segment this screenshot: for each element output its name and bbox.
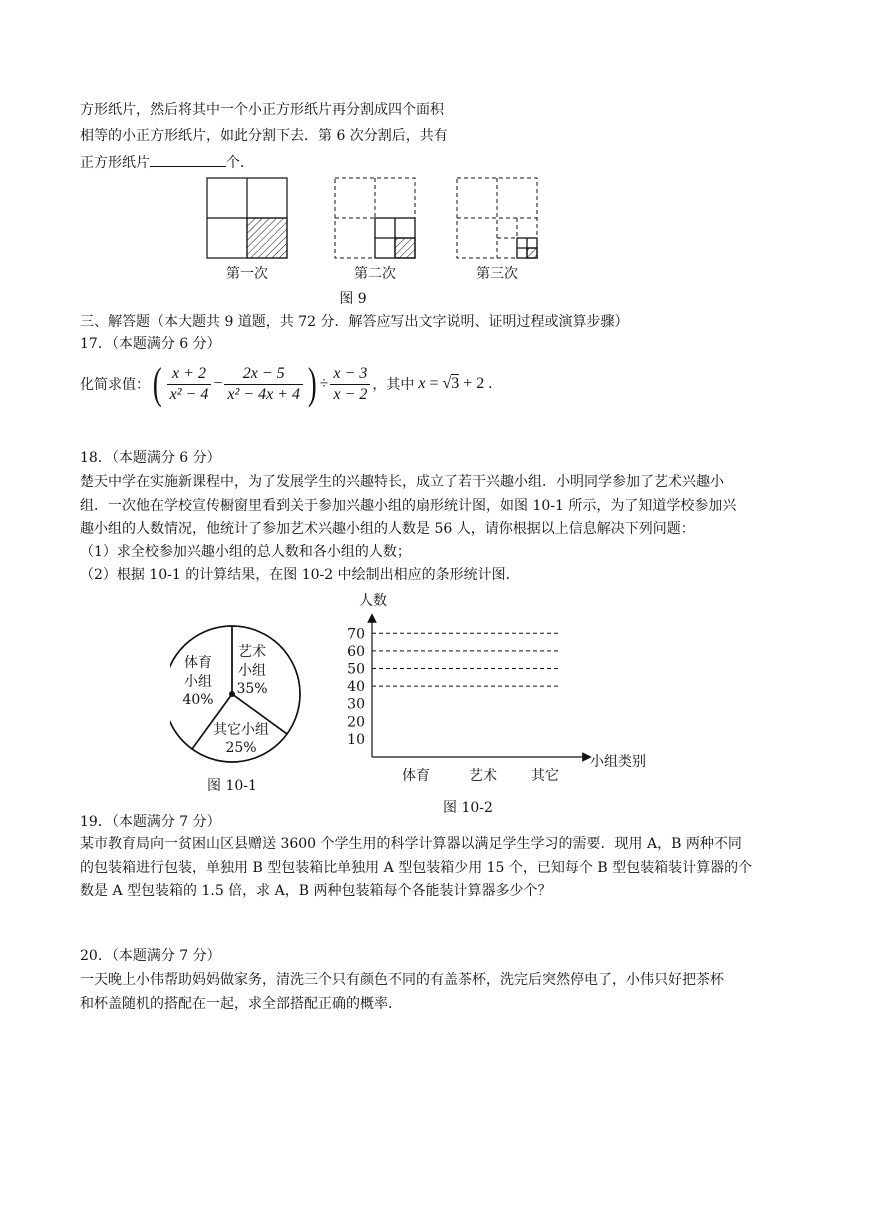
divide-sign: ÷: [319, 375, 329, 392]
fraction-1: [167, 364, 212, 405]
pie-label-sport-2: 小组: [184, 674, 212, 690]
pie-label-art-pct: 35%: [236, 681, 268, 697]
fraction-3-numerator: x − 3: [330, 364, 370, 385]
dashed-gridlines: [372, 633, 561, 686]
q17-prefix: 化简求值：: [80, 377, 150, 393]
y-tick-label: 30: [347, 696, 365, 713]
q20-title: 20．（本题满分 7 分）: [80, 948, 221, 964]
fraction-1-numerator: x + 2: [167, 364, 212, 385]
left-paren: (: [152, 359, 162, 408]
bar-caption: 图 10-2: [443, 800, 493, 816]
minus-sign: −: [213, 375, 223, 392]
figure-9-step1: [207, 178, 287, 258]
sqrt-symbol: √: [442, 375, 452, 392]
pie-caption: 图 10-1: [207, 778, 257, 794]
y-tick-label: 10: [347, 731, 365, 748]
y-tick-label: 40: [347, 679, 365, 696]
q16-line3-text: 正方形纸片: [80, 155, 150, 171]
pie-slice-art: [232, 626, 300, 734]
pie-center-dot: [229, 691, 235, 697]
fig9-label-2: 第二次: [354, 266, 396, 282]
pie-label-sport-pct: 40%: [182, 692, 214, 708]
fraction-2: [224, 364, 303, 405]
q20-para2: 和杯盖随机的搭配在一起，求全部搭配正确的概率．: [80, 996, 402, 1012]
pie-label-other-1: 其它小组: [213, 722, 269, 738]
q19-para2: 的包装箱进行包装，单独用 B 型包装箱比单独用 A 型包装箱少用 15 个，已知每个 B 型包装箱装计算器的个: [80, 860, 753, 876]
figure-9: [195, 172, 555, 312]
y-tick-label: 50: [347, 661, 365, 678]
category-art: 艺术: [469, 768, 497, 784]
condition-rest: + 2 .: [463, 375, 493, 392]
q18-para2: 组．一次他在学校宣传橱窗里看到关于参加兴趣小组的扇形统计图，如图 10-1 所示，为了知道学校参加兴: [80, 498, 737, 514]
y-tick-label: 70: [347, 626, 365, 643]
q18-para3: 趣小组的人数情况，他统计了参加艺术兴趣小组的人数是 56 人，请你根据以上信息解决下列问题：: [80, 521, 695, 537]
condition-eq: =: [429, 375, 439, 392]
fraction-2-numerator: 2x − 5: [224, 364, 303, 385]
fig9-label-1: 第一次: [226, 266, 268, 282]
y-tick-label: 60: [347, 643, 365, 660]
q19-para1: 某市教育局向一贫困山区县赠送 3600 个学生用的科学计算器以满足学生学习的需要．现用 A，B 两种不同: [80, 836, 742, 852]
q20-para1: 一天晚上小伟帮助妈妈做家务，清洗三个只有颜色不同的有盖茶杯，洗完后突然停电了，小伟只好把茶杯: [80, 972, 724, 988]
pie-label-sport-1: 体育: [184, 655, 212, 671]
fraction-3-denominator: x − 2: [333, 385, 368, 403]
q19-title: 19．（本题满分 7 分）: [80, 814, 221, 830]
pie-label-art-1: 艺术: [238, 644, 266, 660]
bar-ylabel: 人数: [359, 593, 387, 609]
q17-title: 17．（本题满分 6 分）: [80, 336, 221, 352]
fraction-2-denominator: x² − 4x + 4: [227, 385, 300, 403]
figure-9-step3: [457, 178, 537, 258]
q18-para1: 楚天中学在实施新课程中，为了发展学生的兴趣特长，成立了若干兴趣小组．小明同学参加了艺术兴趣小: [80, 474, 724, 490]
pie-label-other-pct: 25%: [225, 740, 257, 756]
y-tick-label: 20: [347, 714, 365, 731]
q16-line3: [80, 152, 254, 173]
answer-blank: [150, 152, 226, 167]
q17-suffix: ，其中: [372, 377, 415, 393]
q16-line3-end: 个．: [226, 155, 254, 171]
q17-condition: [418, 374, 492, 392]
y-ticks: [347, 626, 365, 748]
q18-item1: （1）求全校参加兴趣小组的总人数和各小组的人数；: [80, 544, 411, 560]
category-sport: 体育: [402, 768, 430, 784]
q19-para3: 数是 A 型包装箱的 1.5 倍，求 A，B 两种包装箱每个各能装计算器多少个？: [80, 883, 552, 899]
figure-9-step2: [335, 178, 415, 258]
sqrt-radicand: 3: [451, 375, 460, 392]
category-other: 其它: [531, 768, 559, 784]
bar-chart-10-2: [335, 585, 665, 820]
q16-line2: 相等的小正方形纸片，如此分割下去．第 6 次分割后，共有: [80, 128, 448, 144]
pie-chart-10-1: [170, 620, 320, 800]
q18-title: 18．（本题满分 6 分）: [80, 450, 221, 466]
right-paren: ): [307, 359, 317, 408]
bar-xlabel: 小组类别: [590, 754, 646, 770]
fig9-caption: 图 9: [339, 291, 367, 307]
q18-item2: （2）根据 10-1 的计算结果，在图 10-2 中绘制出相应的条形统计图．: [80, 567, 520, 583]
q17-expression: [80, 359, 493, 408]
section-heading: 三、解答题（本大题共 9 道题，共 72 分．解答应写出文字说明、证明过程或演算步骤）: [80, 314, 629, 330]
condition-var: x: [418, 375, 426, 392]
fig9-label-3: 第三次: [476, 266, 518, 282]
fraction-1-denominator: x² − 4: [169, 385, 209, 403]
pie-label-art-2: 小组: [238, 663, 266, 679]
fraction-3: [330, 364, 370, 405]
q16-line1: 方形纸片，然后将其中一个小正方形纸片再分割成四个面积: [80, 102, 444, 118]
